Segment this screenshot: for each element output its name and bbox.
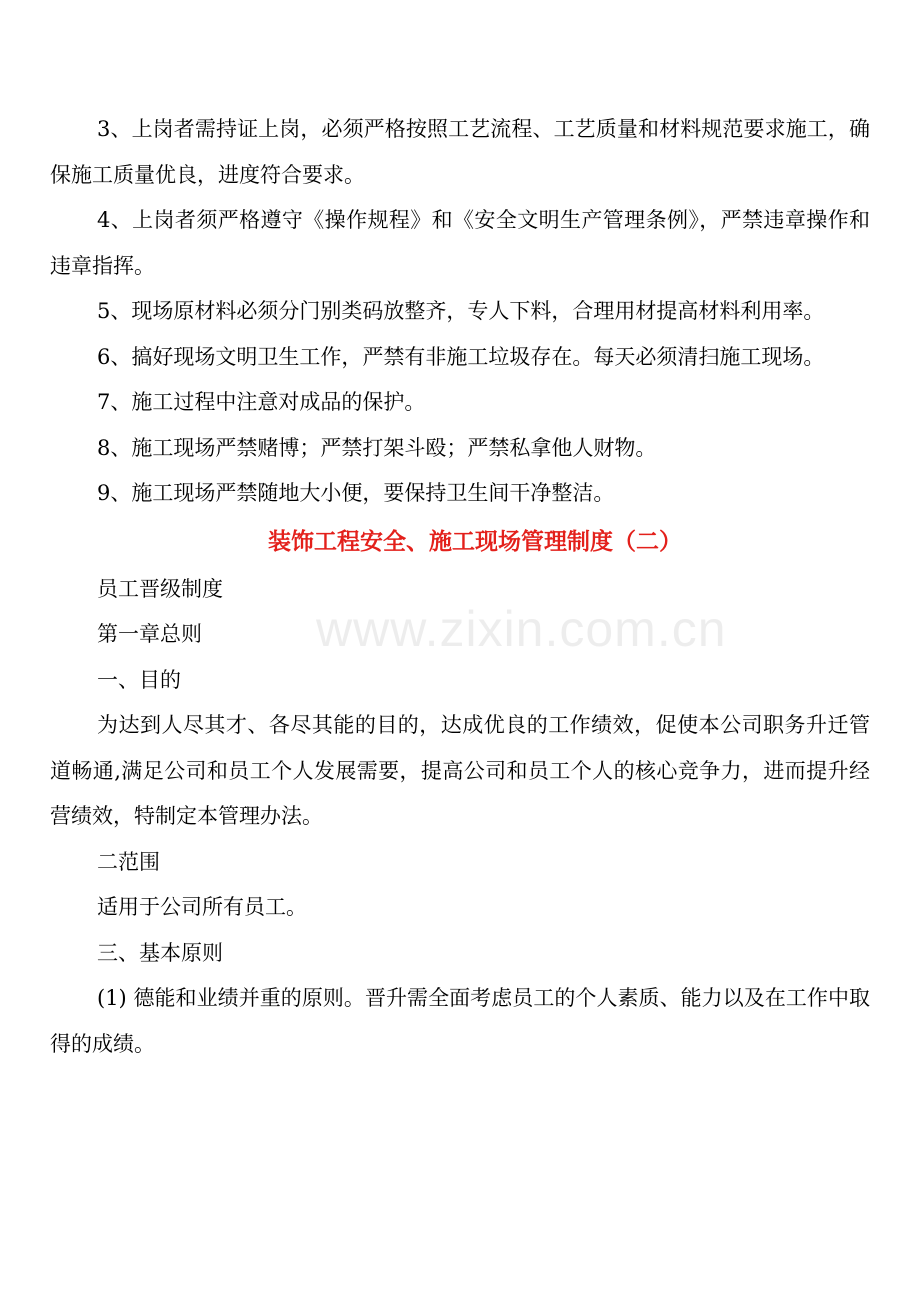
paragraph-chapter-title: 第一章总则 [97,622,202,646]
paragraph-item-6: 6、搞好现场文明卫生工作，严禁有非施工垃圾存在。每天必须清扫施工现场。 [97,344,825,369]
paragraph-principle-1: (1) 德能和业绩并重的原则。晋升需全面考虑员工的个人素质、能力以及在工作中取得的成绩。 [50,986,870,1056]
paragraph-purpose-heading: 一、目的 [97,667,181,692]
paragraph-item-7: 7、施工过程中注意对成品的保护。 [97,390,426,414]
paragraph-purpose-body: 为达到人尽其才、各尽其能的目的，达成优良的工作绩效，促使本公司职务升迁管道畅通,满足公司和员工个人发展需要，提高公司和员工个人的核心竞争力，进而提升经营绩效，特制定本管理办法。 [50,713,870,828]
paragraph-principles-heading: 三、基本原则 [97,940,223,965]
paragraph-scope-body: 适用于公司所有员工。 [97,895,307,919]
paragraph-item-9: 9、施工现场严禁随地大小便，要保持卫生间干净整洁。 [97,481,615,505]
paragraph-item-5: 5、现场原材料必须分门别类码放整齐，专人下料，合理用材提高材料利用率。 [97,299,825,323]
paragraph-item-3: 3、上岗者需持证上岗，必须严格按照工艺流程、工艺质量和材料规范要求施工，确保施工质量优良，进度符合要求。 [50,117,870,187]
section-title: 装饰工程安全、施工现场管理制度（二） [268,527,682,555]
paragraph-scope-heading: 二范围 [97,849,160,874]
paragraph-item-8: 8、施工现场严禁赌博；严禁打架斗殴；严禁私拿他人财物。 [97,435,657,460]
paragraph-item-4: 4、上岗者须严格遵守《操作规程》和《安全文明生产管理条例》，严禁违章操作和违章指挥。 [50,208,870,278]
document-page [50,107,870,1067]
paragraph-system-title: 员工晋级制度 [97,576,223,601]
watermark: www.zixin.com.cn [316,601,727,657]
